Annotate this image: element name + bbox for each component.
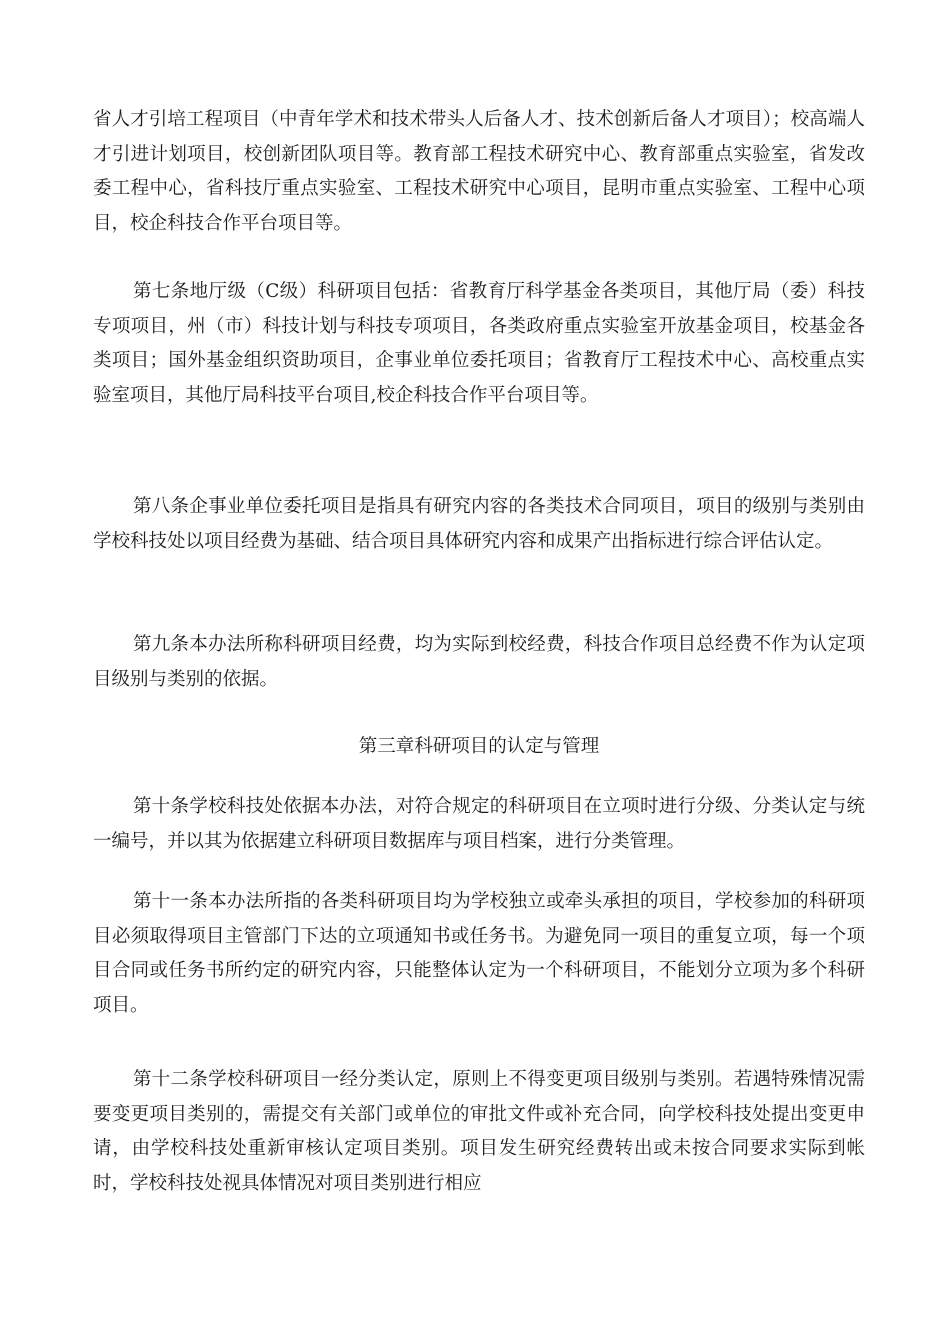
paragraph-article-8: 第八条企事业单位委托项目是指具有研究内容的各类技术合同项目，项目的级别与类别由学校科技处以项目经费为基础、结合项目具体研究内容和成果产出指标进行综合评估认定。 <box>93 496 865 552</box>
paragraph-article-7: 第七条地厅级（C级）科研项目包括：省教育厅科学基金各类项目，其他厅局（委）科技专项项目，州（市）科技计划与科技专项项目，各类政府重点实验室开放基金项目，校基金各类项目；国外基金组织资助项目，企事业单位委托项目；省教育厅工程技术中心、高校重点实验室项目，其他厅局科技平台项目,校企科技合作平台项目等。 <box>93 281 865 406</box>
paragraph-article-12: 第十二条学校科研项目一经分类认定，原则上不得变更项目级别与类别。若遇特殊情况需要变更项目类别的，需提交有关部门或单位的审批文件或补充合同，向学校科技处提出变更申请，由学校科技处重新审核认定项目类别。项目发生研究经费转出或未按合同要求实际到帐时，学校科技处视具体情况对项目类别进行相应 <box>93 1069 865 1194</box>
paragraph-article-11: 第十一条本办法所指的各类科研项目均为学校独立或牵头承担的项目，学校参加的科研项目必须取得项目主管部门下达的立项通知书或任务书。为避免同一项目的重复立项，每一个项目合同或任务书所约定的研究内容，只能整体认定为一个科研项目，不能划分立项为多个科研项目。 <box>93 891 865 1016</box>
paragraph-article-9: 第九条本办法所称科研项目经费，均为实际到校经费，科技合作项目总经费不作为认定项目级别与类别的依据。 <box>93 634 865 690</box>
chapter-heading: 第三章科研项目的认定与管理 <box>358 736 600 757</box>
paragraph-article-10: 第十条学校科技处依据本办法，对符合规定的科研项目在立项时进行分级、分类认定与统一编号，并以其为依据建立科研项目数据库与项目档案，进行分类管理。 <box>93 796 865 852</box>
paragraph-continued-project-list: 省人才引培工程项目（中青年学术和技术带头人后备人才、技术创新后备人才项目）；校高端人才引进计划项目，校创新团队项目等。教育部工程技术研究中心、教育部重点实验室，省发改委工程中心，省科技厅重点实验室、工程技术研究中心项目，昆明市重点实验室、工程中心项目，校企科技合作平台项目等。 <box>93 109 865 234</box>
